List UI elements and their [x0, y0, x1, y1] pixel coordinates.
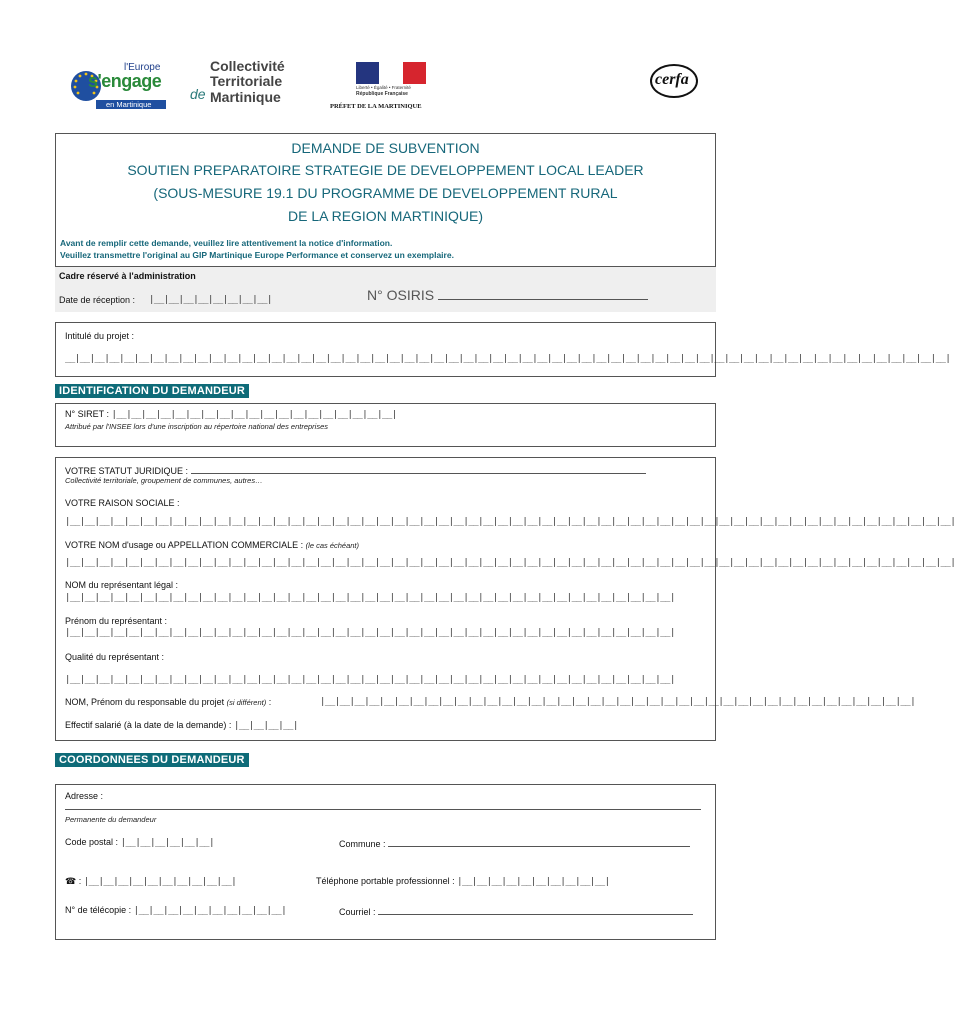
raison-sociale-label: VOTRE RAISON SOCIALE : [65, 498, 180, 508]
french-flag-icon [356, 62, 426, 84]
prefet-label: PRÉFET DE LA MARTINIQUE [330, 103, 422, 110]
telecopie-label-text: N° de télécopie : [65, 905, 132, 915]
rep-prenom-label: Prénom du représentant : [65, 616, 168, 626]
form-title-1: DEMANDE DE SUBVENTION [291, 140, 480, 156]
form-title-2: SOUTIEN PREPARATOIRE STRATEGIE DE DEVELOPPEMENT LOCAL LEADER [127, 162, 644, 178]
portable-label [316, 876, 610, 887]
effectif-label-text: Effectif salarié (à la date de la demande) : [65, 720, 232, 730]
identity-box [55, 457, 955, 741]
portable-label-text: Téléphone portable professionnel : [316, 876, 455, 886]
raison-sociale-field[interactable]: |__|__|__|__|__|__|__|__|__|__|__|__|__|__|__|__|__|__|__|__|__|__|__|__|__|__|__|__|__|__|__|__|__|__|__|__|__|__|__|__|__|__|__|__|__|__|__|__|__|__|__|__|__|__|__|__|__|__|__|__| [65, 517, 955, 527]
notice-line-2: Veuillez transmettre l'original au GIP Martinique Europe Performance et conservez un exemplaire. [60, 250, 454, 260]
telephone-field[interactable]: |__|__|__|__|__|__|__|__|__|__| [83, 877, 237, 887]
telephone-label-text: ☎ : [65, 876, 82, 886]
rf-motto: Liberté • Égalité • Fraternité [356, 85, 411, 90]
effectif-label [65, 720, 298, 731]
siret-box [55, 403, 716, 447]
europe-logo-text-3: en Martinique [106, 100, 152, 109]
courriel-label [339, 905, 693, 917]
reception-date-field[interactable]: |__|__|__|__|__|__|__|__| [149, 295, 272, 305]
responsable-note: (si différent) [226, 698, 267, 707]
ctm-logo-text-1: Collectivité [210, 58, 285, 74]
osiris-label [367, 287, 648, 303]
section-identification-heading: IDENTIFICATION DU DEMANDEUR [55, 384, 249, 398]
effectif-field[interactable]: |__|__|__|__| [233, 721, 298, 731]
europe-logo-text-2: s'engage [88, 71, 162, 91]
coordonnees-box [55, 784, 716, 940]
telecopie-field[interactable]: |__|__|__|__|__|__|__|__|__|__| [133, 906, 287, 916]
statut-label-text: VOTRE STATUT JURIDIQUE : [65, 466, 189, 476]
courriel-field[interactable] [378, 905, 693, 915]
siret-label-text: N° SIRET : [65, 409, 109, 419]
nom-usage-label-text: VOTRE NOM d'usage ou APPELLATION COMMERCIALE : [65, 540, 304, 550]
ctm-logo-text-3: de [190, 86, 206, 102]
statut-label [65, 464, 646, 476]
statut-field[interactable] [191, 464, 646, 474]
qualite-field[interactable]: |__|__|__|__|__|__|__|__|__|__|__|__|__|__|__|__|__|__|__|__|__|__|__|__|__|__|__|__|__|__|__|__|__|__|__|__|__|__|__|__|__| [65, 675, 675, 685]
rep-nom-field[interactable]: |__|__|__|__|__|__|__|__|__|__|__|__|__|__|__|__|__|__|__|__|__|__|__|__|__|__|__|__|__|__|__|__|__|__|__|__|__|__|__|__|__| [65, 593, 675, 603]
statut-note: Collectivité territoriale, groupement de communes, autres… [65, 476, 263, 485]
telecopie-label [65, 905, 286, 916]
nom-usage-label [65, 540, 359, 550]
commune-field[interactable] [388, 837, 690, 847]
siret-field[interactable]: |__|__|__|__|__|__|__|__|__|__|__|__|__|__|__|__|__|__|__| [111, 410, 397, 420]
rep-nom-label: NOM du représentant légal : [65, 580, 179, 590]
responsable-label-text: NOM, Prénom du responsable du projet [65, 697, 225, 707]
ctm-logo-text-4: Martinique [210, 89, 281, 105]
courriel-label-text: Courriel : [339, 907, 376, 917]
responsable-label: NOM, Prénom du responsable du projet (si différent) : [65, 697, 272, 707]
form-title-3: (SOUS-MESURE 19.1 DU PROGRAMME DE DEVELOPPEMENT RURAL [153, 185, 618, 201]
admin-heading: Cadre réservé à l'administration [59, 271, 196, 281]
code-postal-label-text: Code postal : [65, 837, 119, 847]
responsable-field[interactable]: |__|__|__|__|__|__|__|__|__|__|__|__|__|__|__|__|__|__|__|__|__|__|__|__|__|__|__|__|__|__|__|__|__|__|__|__|__|__|__|__| [320, 697, 916, 707]
adresse-label: Adresse : [65, 791, 104, 801]
code-postal-label [65, 837, 214, 848]
project-title-label: Intitulé du projet : [65, 331, 135, 341]
adresse-field[interactable] [65, 809, 701, 810]
commune-label [339, 837, 690, 849]
osiris-label-text: N° OSIRIS [367, 287, 435, 303]
nom-usage-field[interactable]: |__|__|__|__|__|__|__|__|__|__|__|__|__|__|__|__|__|__|__|__|__|__|__|__|__|__|__|__|__|__|__|__|__|__|__|__|__|__|__|__|__|__|__|__|__|__|__|__|__|__|__|__|__|__|__|__|__|__|__|__| [65, 558, 955, 568]
adresse-note: Permanente du demandeur [65, 815, 157, 824]
section-coordonnees-heading: COORDONNEES DU DEMANDEUR [55, 753, 249, 767]
form-title-4: DE LA REGION MARTINIQUE) [288, 208, 483, 224]
telephone-label [65, 876, 236, 887]
qualite-label: Qualité du représentant : [65, 652, 165, 662]
admin-box [55, 266, 716, 312]
reception-date-label: Date de réception : [59, 295, 136, 305]
project-title-field[interactable]: __|__|__|__|__|__|__|__|__|__|__|__|__|__|__|__|__|__|__|__|__|__|__|__|__|__|__|__|__|__|__|__|__|__|__|__|__|__|__|__|__|__|__|__|__|__|__|__|__|__|__|__|__|__|__|__|__|__|__|__| [65, 354, 951, 364]
europe-logo-text-1: l'Europe [124, 62, 161, 73]
europe-logo [66, 60, 176, 110]
title-box [55, 133, 716, 311]
siret-note: Attribué par l'INSEE lors d'une inscription au répertoire national des entreprises [65, 422, 329, 431]
ctm-logo-text-2: Territoriale [210, 73, 283, 89]
siret-label [65, 409, 397, 420]
osiris-field[interactable] [438, 290, 648, 300]
cerfa-text: cerfa [655, 71, 689, 88]
rf-name: République Française [356, 91, 408, 97]
nom-usage-note: (le cas échéant) [305, 541, 360, 550]
notice-line-1: Avant de remplir cette demande, veuillez lire attentivement la notice d'information. [60, 238, 393, 248]
portable-field[interactable]: |__|__|__|__|__|__|__|__|__|__| [457, 877, 610, 887]
marianne-logo [330, 60, 450, 114]
commune-label-text: Commune : [339, 839, 386, 849]
project-box [55, 322, 951, 377]
cerfa-logo [650, 64, 698, 98]
ctm-logo [188, 58, 313, 112]
rep-prenom-field[interactable]: |__|__|__|__|__|__|__|__|__|__|__|__|__|__|__|__|__|__|__|__|__|__|__|__|__|__|__|__|__|__|__|__|__|__|__|__|__|__|__|__|__| [65, 628, 675, 638]
code-postal-field[interactable]: |__|__|__|__|__|__| [120, 838, 215, 848]
